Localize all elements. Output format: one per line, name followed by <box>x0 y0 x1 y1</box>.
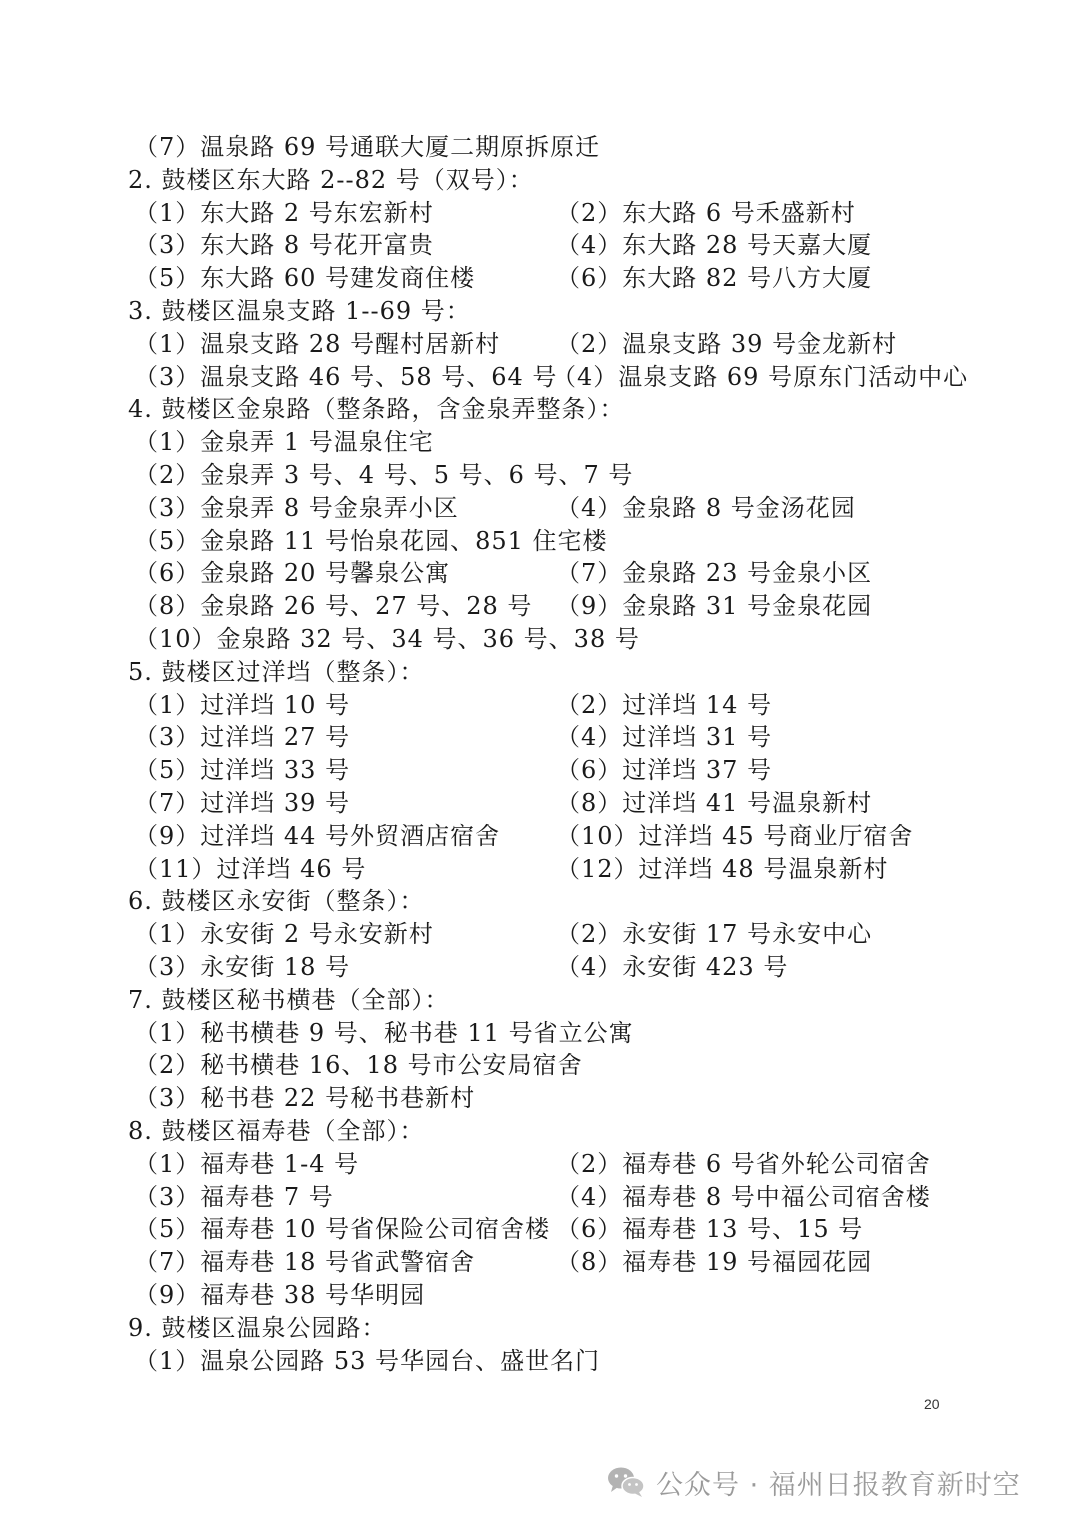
list-item: （8）金泉路 26 号、27 号、28 号 <box>134 592 533 621</box>
list-item: （3）东大路 8 号花开富贵 <box>134 231 434 260</box>
list-item: （4）永安街 423 号 <box>556 953 789 981</box>
list-item: （6）金泉路 20 号馨泉公寓 <box>134 559 451 588</box>
wechat-icon <box>606 1465 646 1499</box>
list-item: （1）福寿巷 1-4 号 <box>134 1149 360 1178</box>
list-item: （9）金泉路 31 号金泉花园 <box>556 592 873 621</box>
list-item: （1）温泉支路 28 号醒村居新村 <box>134 329 501 358</box>
section-heading: 9. 鼓楼区温泉公园路： <box>128 1313 387 1342</box>
list-item: （9）福寿巷 38 号华明园 <box>134 1281 426 1309</box>
list-item: （3）温泉支路 46 号、58 号、64 号 <box>134 362 558 391</box>
list-item: （4）过洋垱 31 号 <box>556 723 773 752</box>
list-item: （8）福寿巷 19 号福园花园 <box>556 1248 873 1277</box>
page-number: 20 <box>924 1396 940 1412</box>
list-item: （1）温泉公园路 53 号华园台、盛世名门 <box>134 1346 601 1375</box>
list-item: （9）过洋垱 44 号外贸酒店宿舍 <box>134 821 501 850</box>
list-item: （2）秘书横巷 16、18 号市公安局宿舍 <box>134 1051 583 1080</box>
list-item: （1）东大路 2 号东宏新村 <box>134 198 434 227</box>
list-item: （3）永安街 18 号 <box>134 953 351 981</box>
list-item: （8）过洋垱 41 号温泉新村 <box>556 789 873 817</box>
list-item: （4）福寿巷 8 号中福公司宿舍楼 <box>556 1182 931 1211</box>
list-item: （7）温泉路 69 号通联大厦二期原拆原迁 <box>134 133 601 161</box>
list-item: （7）过洋垱 39 号 <box>134 789 351 817</box>
list-item: （4）温泉支路 69 号原东门活动中心 <box>552 362 969 391</box>
list-item: （12）过洋垱 48 号温泉新村 <box>556 854 889 883</box>
list-item: （5）过洋垱 33 号 <box>134 756 351 785</box>
section-heading: 4. 鼓楼区金泉路（整条路，含金泉弄整条）： <box>128 395 625 424</box>
list-item: （3）福寿巷 7 号 <box>134 1182 334 1211</box>
list-item: （5）金泉路 11 号怡泉花园、851 住宅楼 <box>134 526 608 555</box>
section-heading: 8. 鼓楼区福寿巷（全部）： <box>128 1117 425 1145</box>
list-item: （1）过洋垱 10 号 <box>134 690 351 719</box>
section-heading: 6. 鼓楼区永安街（整条）： <box>128 887 425 916</box>
list-item: （2）永安街 17 号永安中心 <box>556 920 873 949</box>
list-item: （6）福寿巷 13 号、15 号 <box>556 1215 864 1244</box>
watermark <box>606 1462 1021 1502</box>
list-item: （2）温泉支路 39 号金龙新村 <box>556 329 898 358</box>
list-item: （3）过洋垱 27 号 <box>134 723 351 752</box>
list-item: （2）金泉弄 3 号、4 号、5 号、6 号、7 号 <box>134 461 634 489</box>
list-item: （6）东大路 82 号八方大厦 <box>556 264 873 293</box>
list-item: （1）秘书横巷 9 号、秘书巷 11 号省立公寓 <box>134 1018 634 1047</box>
list-item: （7）金泉路 23 号金泉小区 <box>556 559 873 588</box>
section-heading: 3. 鼓楼区温泉支路 1--69 号： <box>128 297 471 325</box>
list-item: （1）金泉弄 1 号温泉住宅 <box>134 428 434 457</box>
list-item: （7）福寿巷 18 号省武警宿舍 <box>134 1248 476 1277</box>
list-item: （3）金泉弄 8 号金泉弄小区 <box>134 493 459 522</box>
watermark-text: 公众号 · 福州日报教育新时空 <box>656 1469 1021 1501</box>
list-item: （5）福寿巷 10 号省保险公司宿舍楼 <box>134 1215 551 1244</box>
list-item: （4）东大路 28 号天嘉大厦 <box>556 231 873 260</box>
section-heading: 5. 鼓楼区过洋垱（整条）： <box>128 657 425 686</box>
list-item: （6）过洋垱 37 号 <box>556 756 773 785</box>
list-item: （11）过洋垱 46 号 <box>134 854 367 883</box>
list-item: （2）福寿巷 6 号省外轮公司宿舍 <box>556 1149 931 1178</box>
list-item: （10）过洋垱 45 号商业厅宿舍 <box>556 821 914 850</box>
list-item: （2）过洋垱 14 号 <box>556 690 773 719</box>
list-item: （2）东大路 6 号禾盛新村 <box>556 198 856 227</box>
section-heading: 7. 鼓楼区秘书横巷（全部）： <box>128 985 450 1014</box>
list-item: （5）东大路 60 号建发商住楼 <box>134 264 476 293</box>
list-item: （1）永安街 2 号永安新村 <box>134 920 434 949</box>
section-heading: 2. 鼓楼区东大路 2--82 号（双号）： <box>128 165 534 194</box>
list-item: （3）秘书巷 22 号秘书巷新村 <box>134 1084 476 1113</box>
list-item: （10）金泉路 32 号、34 号、36 号、38 号 <box>134 625 640 653</box>
list-item: （4）金泉路 8 号金汤花园 <box>556 493 856 522</box>
